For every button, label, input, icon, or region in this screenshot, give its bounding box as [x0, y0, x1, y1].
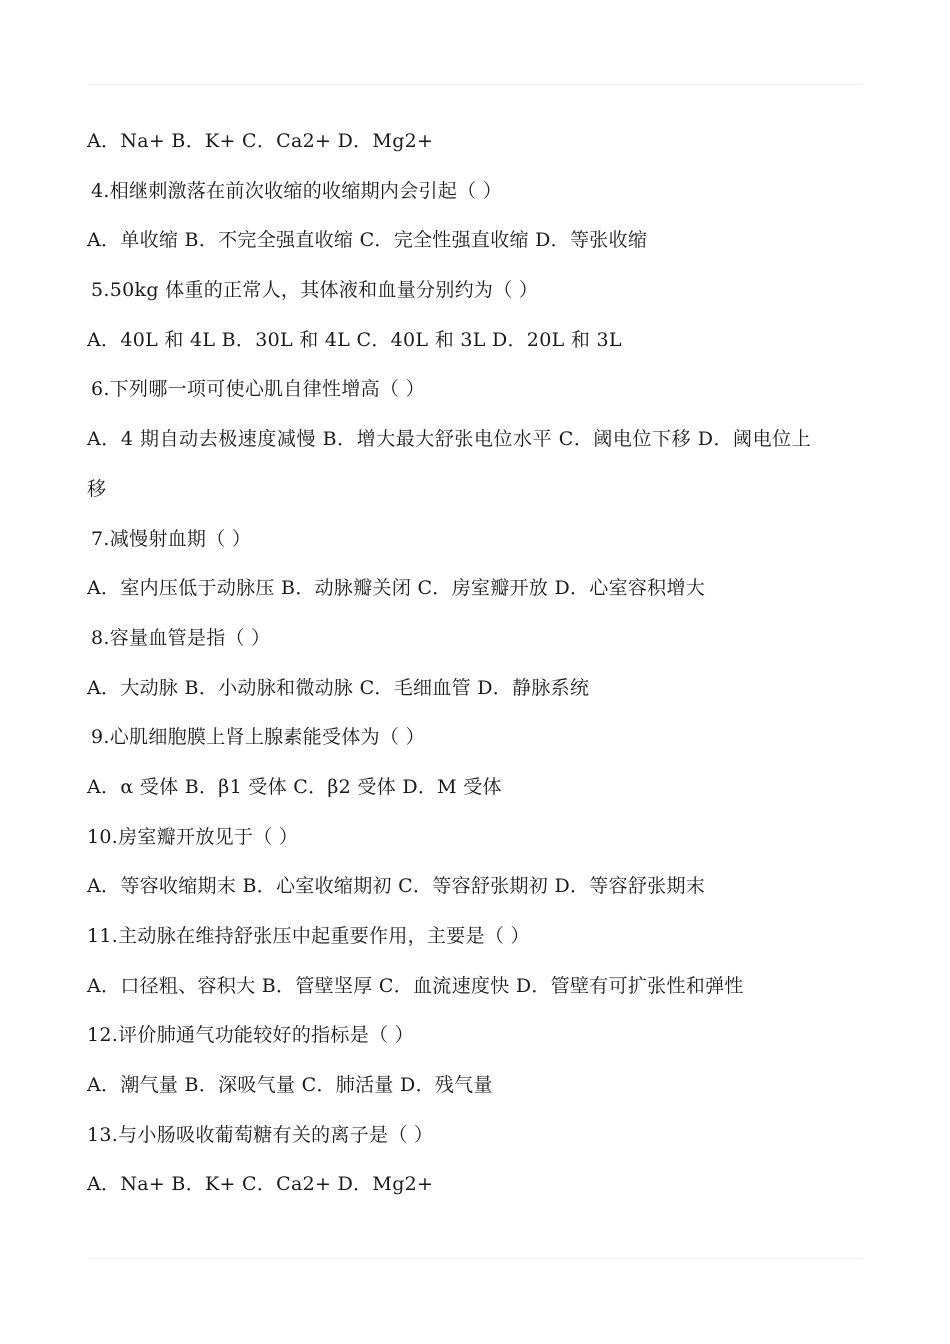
options-q3: A．Na+ B．K+ C．Ca2+ D．Mg2+	[87, 130, 434, 152]
header-divider	[88, 84, 863, 85]
options-q11: A．口径粗、容积大 B．管壁坚厚 C．血流速度快 D．管壁有可扩张性和弹性	[87, 974, 744, 997]
options-q7: A．室内压低于动脉压 B．动脉瓣关闭 C．房室瓣开放 D．心室容积增大	[87, 577, 706, 600]
question-12: 12.评价肺通气功能较好的指标是（ ）	[87, 1024, 414, 1047]
question-4: 4.相继刺激落在前次收缩的收缩期内会引起（ ）	[91, 179, 503, 202]
options-q12: A．潮气量 B．深吸气量 C．肺活量 D．残气量	[87, 1074, 493, 1097]
options-q8: A．大动脉 B．小动脉和微动脉 C．毛细血管 D．静脉系统	[87, 676, 590, 699]
options-q4: A．单收缩 B．不完全强直收缩 C．完全性强直收缩 D．等张收缩	[87, 229, 648, 252]
options-q6-continued: 移	[87, 477, 107, 500]
footer-divider	[88, 1258, 863, 1259]
question-5: 5.50kg 体重的正常人，其体液和血量分别约为（ ）	[91, 279, 539, 302]
options-q9: A．α 受体 B．β1 受体 C．β2 受体 D．M 受体	[87, 775, 502, 798]
question-7: 7.减慢射血期（ ）	[91, 527, 252, 550]
question-list	[87, 117, 867, 1210]
question-11: 11.主动脉在维持舒张压中起重要作用，主要是（ ）	[87, 925, 530, 947]
options-q5: A．40L 和 4L B．30L 和 4L C．40L 和 3L D．20L 和 3L	[87, 328, 622, 351]
question-6: 6.下列哪一项可使心肌自律性增高（ ）	[91, 378, 425, 401]
question-9: 9.心肌细胞膜上肾上腺素能受体为（ ）	[91, 726, 425, 749]
options-q13: A．Na+ B．K+ C．Ca2+ D．Mg2+	[87, 1173, 434, 1196]
options-q10: A．等容收缩期末 B．心室收缩期初 C．等容舒张期初 D．等容舒张期末	[87, 875, 706, 898]
options-q6: A．4 期自动去极速度减慢 B．增大最大舒张电位水平 C．阈电位下移 D．阈电位上	[87, 428, 812, 451]
question-8: 8.容量血管是指（ ）	[91, 626, 271, 649]
question-10: 10.房室瓣开放见于（ ）	[87, 825, 299, 848]
question-13: 13.与小肠吸收葡萄糖有关的离子是（ ）	[87, 1123, 434, 1146]
